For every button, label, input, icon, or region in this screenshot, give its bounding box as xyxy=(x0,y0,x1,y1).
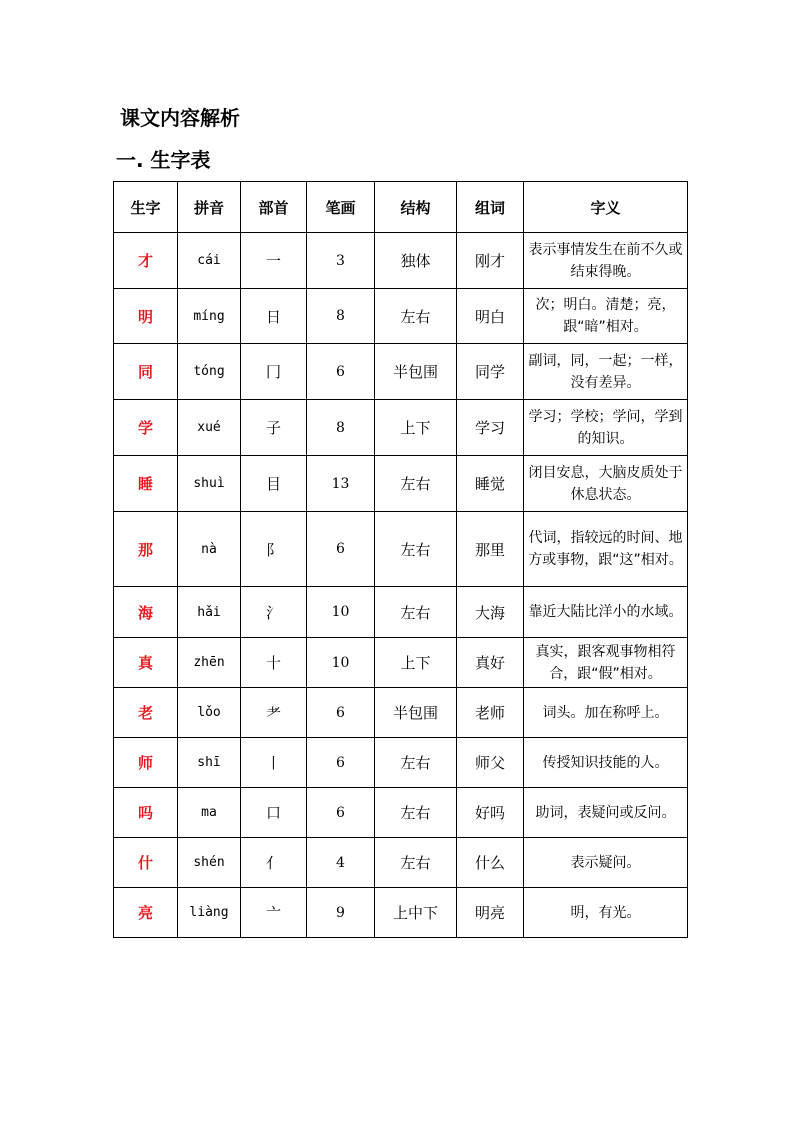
char-cell: 真 xyxy=(114,638,178,688)
word-cell: 睡觉 xyxy=(457,456,524,512)
table-row xyxy=(114,788,688,838)
char-cell: 吗 xyxy=(114,788,178,838)
char-cell: 亮 xyxy=(114,888,178,938)
char-cell: 同 xyxy=(114,344,178,400)
header-cell: 结构 xyxy=(375,182,457,233)
pinyin-cell: cái xyxy=(178,233,241,289)
char-cell: 才 xyxy=(114,233,178,289)
pinyin-cell: shī xyxy=(178,738,241,788)
meaning-cell: 助词，表疑问或反问。 xyxy=(524,788,688,838)
strokes-cell: 8 xyxy=(307,289,375,344)
structure-cell: 左右 xyxy=(375,587,457,638)
strokes-cell: 9 xyxy=(307,888,375,938)
radical-cell: 耂 xyxy=(241,688,307,738)
char-cell: 师 xyxy=(114,738,178,788)
header-cell: 拼音 xyxy=(178,182,241,233)
word-cell: 刚才 xyxy=(457,233,524,289)
char-cell: 什 xyxy=(114,838,178,888)
table-row xyxy=(114,233,688,289)
radical-cell: 亠 xyxy=(241,888,307,938)
meaning-cell: 靠近大陆比洋小的水域。 xyxy=(524,587,688,638)
char-cell: 海 xyxy=(114,587,178,638)
word-cell: 大海 xyxy=(457,587,524,638)
meaning-cell: 真实，跟客观事物相符合，跟“假”相对。 xyxy=(524,638,688,688)
table-row xyxy=(114,512,688,587)
char-cell: 那 xyxy=(114,512,178,587)
pinyin-cell: míng xyxy=(178,289,241,344)
radical-cell: 氵 xyxy=(241,587,307,638)
header-cell: 笔画 xyxy=(307,182,375,233)
pinyin-cell: hǎi xyxy=(178,587,241,638)
radical-cell: 十 xyxy=(241,638,307,688)
strokes-cell: 8 xyxy=(307,400,375,456)
radical-cell: 冂 xyxy=(241,344,307,400)
meaning-cell: 词头。加在称呼上。 xyxy=(524,688,688,738)
structure-cell: 上下 xyxy=(375,400,457,456)
pinyin-cell: nà xyxy=(178,512,241,587)
structure-cell: 上下 xyxy=(375,638,457,688)
pinyin-cell: tóng xyxy=(178,344,241,400)
meaning-cell: 明，有光。 xyxy=(524,888,688,938)
structure-cell: 左右 xyxy=(375,289,457,344)
pinyin-cell: shuì xyxy=(178,456,241,512)
pinyin-cell: zhēn xyxy=(178,638,241,688)
pinyin-cell: shén xyxy=(178,838,241,888)
structure-cell: 左右 xyxy=(375,738,457,788)
pinyin-cell: liàng xyxy=(178,888,241,938)
meaning-cell: 表示疑问。 xyxy=(524,838,688,888)
table-row xyxy=(114,400,688,456)
radical-cell: 目 xyxy=(241,456,307,512)
header-cell: 部首 xyxy=(241,182,307,233)
strokes-cell: 13 xyxy=(307,456,375,512)
char-cell: 老 xyxy=(114,688,178,738)
word-cell: 老师 xyxy=(457,688,524,738)
pinyin-cell: ma xyxy=(178,788,241,838)
word-cell: 明亮 xyxy=(457,888,524,938)
radical-cell: 口 xyxy=(241,788,307,838)
table-row xyxy=(114,688,688,738)
structure-cell: 左右 xyxy=(375,456,457,512)
strokes-cell: 6 xyxy=(307,688,375,738)
strokes-cell: 6 xyxy=(307,512,375,587)
table-row xyxy=(114,289,688,344)
char-cell: 明 xyxy=(114,289,178,344)
radical-cell: 子 xyxy=(241,400,307,456)
page-title: 课文内容解析 xyxy=(120,106,240,130)
strokes-cell: 10 xyxy=(307,638,375,688)
structure-cell: 半包围 xyxy=(375,688,457,738)
structure-cell: 左右 xyxy=(375,838,457,888)
strokes-cell: 6 xyxy=(307,738,375,788)
word-cell: 那里 xyxy=(457,512,524,587)
pinyin-cell: xué xyxy=(178,400,241,456)
radical-cell: 日 xyxy=(241,289,307,344)
word-cell: 师父 xyxy=(457,738,524,788)
structure-cell: 左右 xyxy=(375,512,457,587)
word-cell: 好吗 xyxy=(457,788,524,838)
structure-cell: 独体 xyxy=(375,233,457,289)
table-row xyxy=(114,344,688,400)
strokes-cell: 6 xyxy=(307,788,375,838)
strokes-cell: 4 xyxy=(307,838,375,888)
header-cell: 字义 xyxy=(524,182,688,233)
structure-cell: 半包围 xyxy=(375,344,457,400)
meaning-cell: 代词，指较远的时间、地方或事物，跟“这”相对。 xyxy=(524,512,688,587)
structure-cell: 上中下 xyxy=(375,888,457,938)
word-cell: 学习 xyxy=(457,400,524,456)
meaning-cell: 闭目安息，大脑皮质处于休息状态。 xyxy=(524,456,688,512)
radical-cell: 阝 xyxy=(241,512,307,587)
table-row xyxy=(114,587,688,638)
word-cell: 明白 xyxy=(457,289,524,344)
radical-cell: 丨 xyxy=(241,738,307,788)
header-cell: 组词 xyxy=(457,182,524,233)
header-cell: 生字 xyxy=(114,182,178,233)
structure-cell: 左右 xyxy=(375,788,457,838)
strokes-cell: 10 xyxy=(307,587,375,638)
table-row xyxy=(114,456,688,512)
table-row xyxy=(114,888,688,938)
table-row xyxy=(114,738,688,788)
radical-cell: 一 xyxy=(241,233,307,289)
meaning-cell: 副词，同，一起；一样，没有差异。 xyxy=(524,344,688,400)
word-cell: 什么 xyxy=(457,838,524,888)
table-row xyxy=(114,838,688,888)
section-heading: 一. 生字表 xyxy=(116,148,211,172)
meaning-cell: 次；明白。清楚；亮，跟“暗”相对。 xyxy=(524,289,688,344)
strokes-cell: 3 xyxy=(307,233,375,289)
meaning-cell: 表示事情发生在前不久或结束得晚。 xyxy=(524,233,688,289)
word-cell: 同学 xyxy=(457,344,524,400)
strokes-cell: 6 xyxy=(307,344,375,400)
meaning-cell: 传授知识技能的人。 xyxy=(524,738,688,788)
meaning-cell: 学习；学校；学问，学到的知识。 xyxy=(524,400,688,456)
pinyin-cell: lǒo xyxy=(178,688,241,738)
vocabulary-table xyxy=(113,181,688,938)
char-cell: 学 xyxy=(114,400,178,456)
table-header-row xyxy=(114,182,688,233)
char-cell: 睡 xyxy=(114,456,178,512)
table-row xyxy=(114,638,688,688)
radical-cell: 亻 xyxy=(241,838,307,888)
word-cell: 真好 xyxy=(457,638,524,688)
